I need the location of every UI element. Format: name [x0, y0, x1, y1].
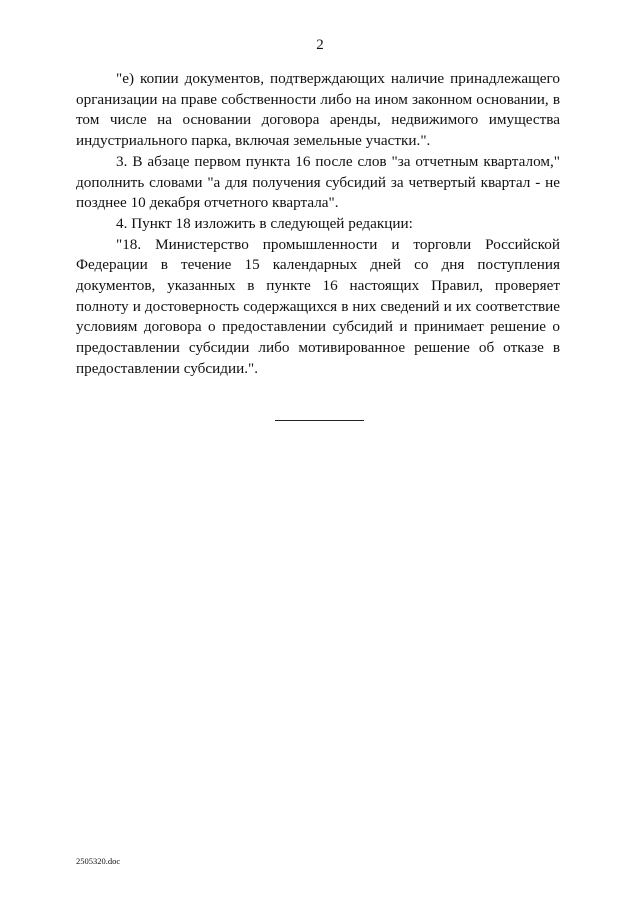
page-number: 2	[316, 37, 324, 53]
footer-doc-name: 2505320.doc	[76, 856, 121, 866]
paragraph-item-4: 4. Пункт 18 изложить в следующей редакции:	[116, 214, 413, 232]
end-separator-line	[275, 420, 364, 421]
document-body	[76, 69, 560, 380]
paragraph-item-3: 3. В абзаце первом пункта 16 после слов "за отчетным кварталом," дополнить словами "а для получения субсидий за четвертый квартал - не позднее 10 декабря отчетного квартала".	[76, 152, 560, 212]
paragraph-subitem-e: "е) копии документов, подтверждающих наличие принадлежащего организации на праве собственности либо на ином законном основании, в том числе на основании договора аренды, недвижимого имущества индустриального парка, включая земельные участки.".	[76, 70, 560, 150]
paragraph-item-18: "18. Министерство промышленности и торговли Российской Федерации в течение 15 календарных дней со дня поступления документов, указанных в пункте 16 настоящих Правил, проверяет полноту и достоверность содержащихся в них сведений и их соответствие условиям договора о предоставлении субсидий и принимает решение о предоставлении субсидии либо мотивированное решение об отказе в предоставлении субсидии.".	[76, 235, 560, 377]
